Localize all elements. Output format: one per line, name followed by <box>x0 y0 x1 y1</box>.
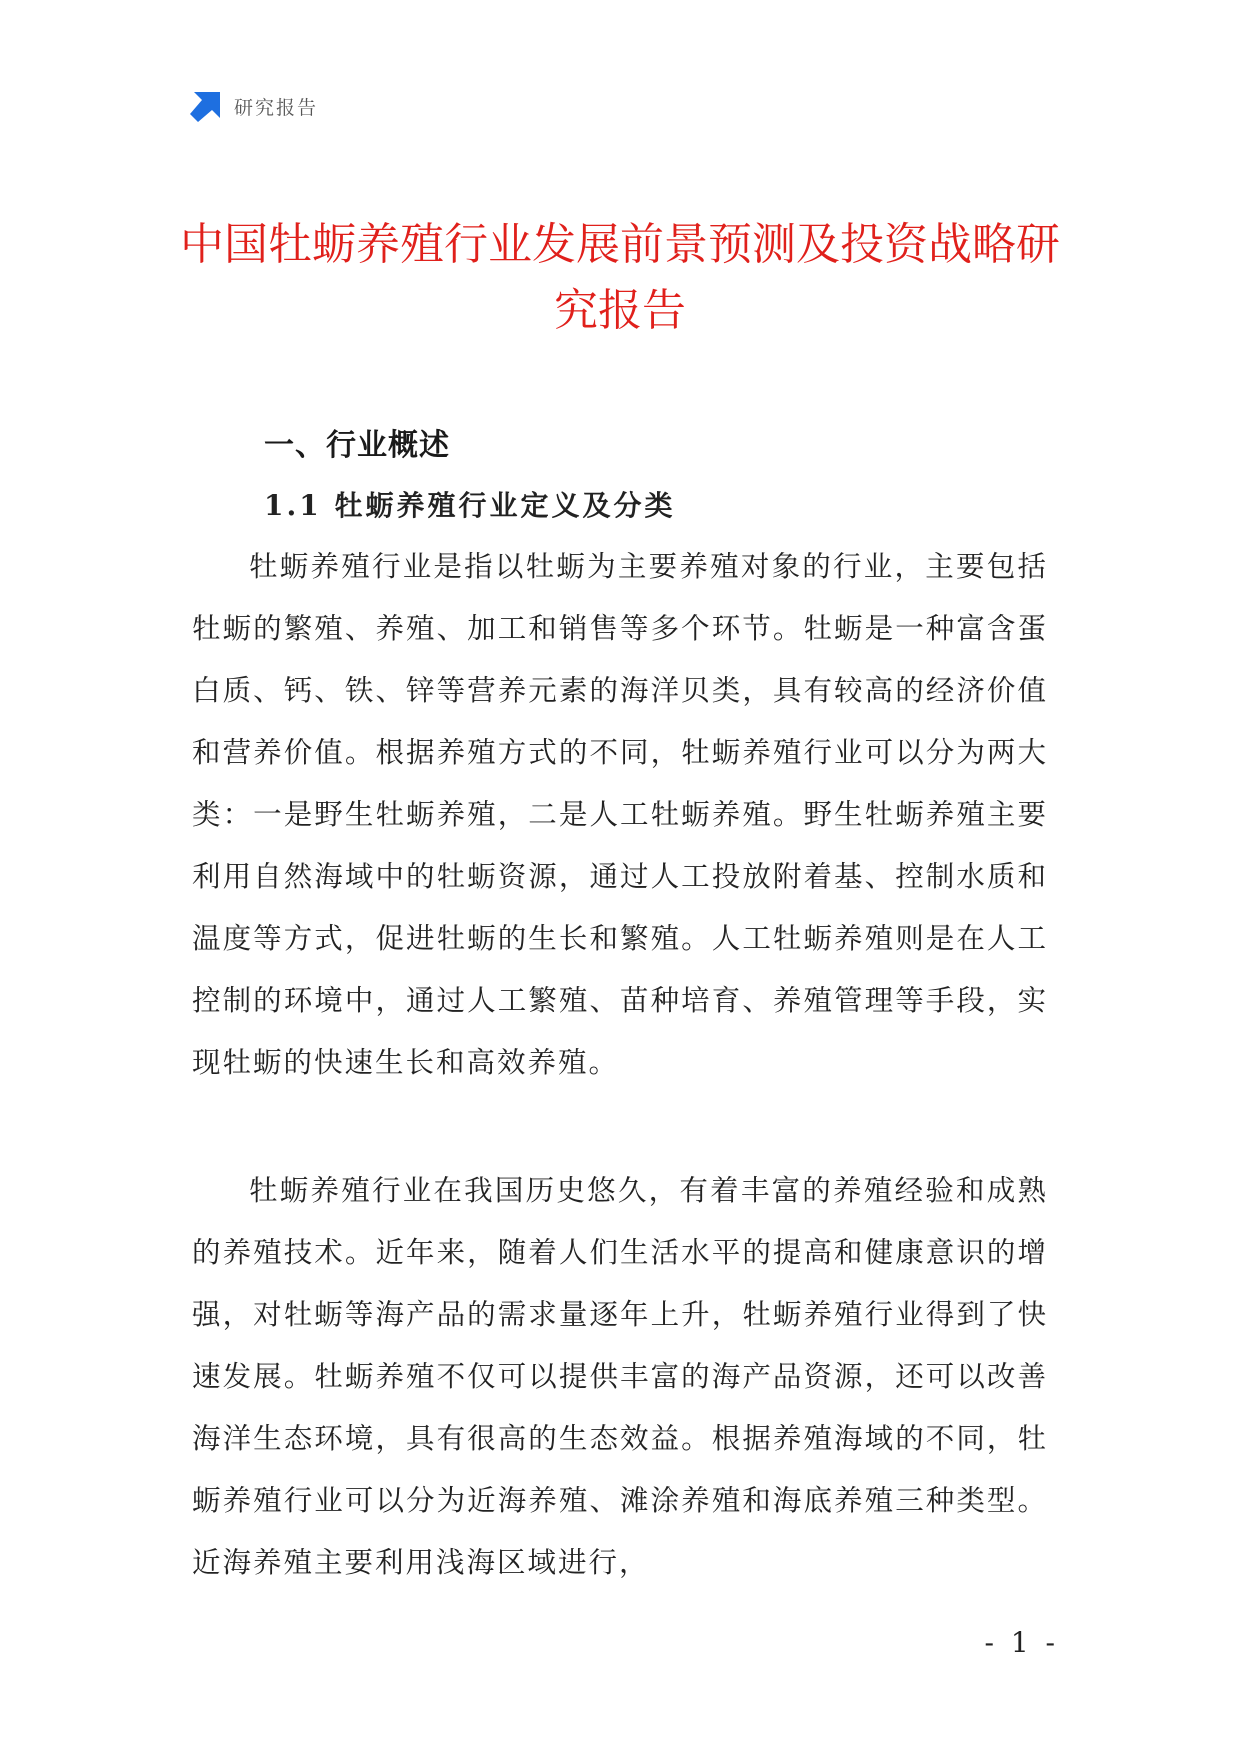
report-header <box>190 88 318 124</box>
subsection-heading: 1.1 牡蛎养殖行业定义及分类 <box>264 489 676 522</box>
paragraph-2: 牡蛎养殖行业在我国历史悠久，有着丰富的养殖经验和成熟的养殖技术。近年来，随着人们生活水平的提高和健康意识的增强，对牡蛎等海产品的需求量逐年上升，牡蛎养殖行业得到了快速发展。牡蛎养殖不仅可以提供丰富的海产品资源，还可以改善海洋生态环境，具有很高的生态效益。根据养殖海域的不同，牡蛎养殖行业可以分为近海养殖、滩涂养殖和海底养殖三种类型。近海养殖主要利用浅海区域进行， <box>192 1174 1048 1579</box>
header-label: 研究报告 <box>234 96 319 119</box>
section-heading: 一、行业概述 <box>264 428 450 463</box>
document-title: 中国牡蛎养殖行业发展前景预测及投资战略研究报告 <box>180 219 1060 336</box>
paragraph-1: 牡蛎养殖行业是指以牡蛎为主要养殖对象的行业，主要包括牡蛎的繁殖、养殖、加工和销售等多个环节。牡蛎是一种富含蛋白质、钙、铁、锌等营养元素的海洋贝类，具有较高的经济价值和营养价值。根据养殖方式的不同，牡蛎养殖行业可以分为两大类：一是野生牡蛎养殖，二是人工牡蛎养殖。野生牡蛎养殖主要利用自然海域中的牡蛎资源，通过人工投放附着基、控制水质和温度等方式，促进牡蛎的生长和繁殖。人工牡蛎养殖则是在人工控制的环境中，通过人工繁殖、苗种培育、养殖管理等手段，实现牡蛎的快速生长和高效养殖。 <box>192 550 1048 1079</box>
page-number: - 1 - <box>984 1626 1059 1659</box>
arrow-up-right-icon <box>190 90 222 122</box>
